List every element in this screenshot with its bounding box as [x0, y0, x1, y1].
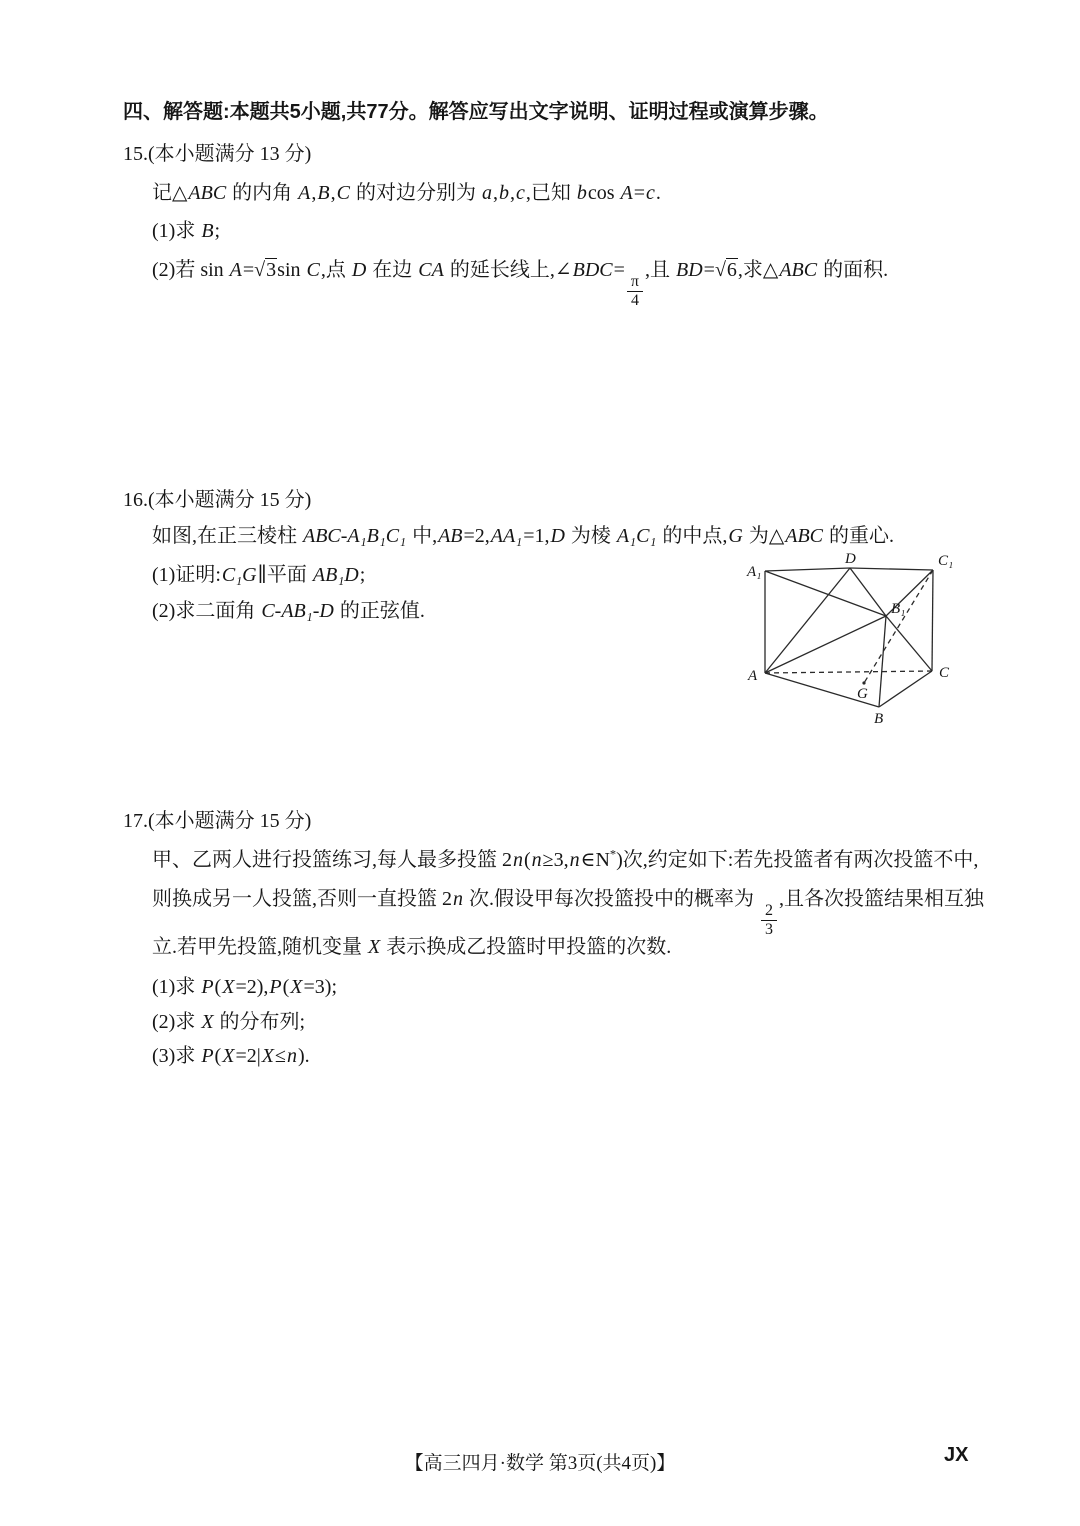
vertex-label-b: B [874, 711, 884, 727]
vertex-label-a1: A₁ [747, 564, 762, 580]
q17-part3: (3)求 P(X=2|X≤n). [152, 1045, 310, 1067]
vertex-label-d: D [845, 551, 856, 567]
q16-intro: 如图,在正三棱柱 ABC-A₁B₁C₁ 中,AB=2,AA₁=1,D 为棱 A₁C₁ 的中点,G 为△ABC 的重心. [152, 525, 895, 547]
q16-part2: (2)求二面角 C-AB₁-D 的正弦值. [152, 600, 425, 622]
page-footer [0, 1448, 1080, 1475]
prism-figure [745, 551, 965, 737]
q16-part1: (1)证明:C₁G∥平面 AB₁D; [152, 564, 366, 586]
q15-part2: (2)若 sin A=√3sin C,点 D 在边 CA 的延长线上,∠BDC= $\frac{\pi}{4}$ ,且 BD=√6,求△ABC 的面积. [152, 259, 889, 309]
footer-code: JX [944, 1444, 969, 1466]
vertex-label-b1: B₁ [891, 601, 906, 617]
footer-text: 【高三四月·数学 第3页(共4页)】 [404, 1453, 676, 1474]
q17-intro-line2: 则换成另一人投篮,否则一直投篮 2n 次.假设甲每次投篮投中的概率为 $\frac{2}{3}$ ,且各次投篮结果相互独 [152, 888, 984, 938]
q15-header: 15.(本小题满分 13 分) [123, 143, 312, 165]
section-header: 四、解答题:本题共5小题,共77分。解答应写出文字说明、证明过程或演算步骤。 [123, 101, 829, 123]
vertex-label-g: G [857, 686, 868, 702]
q17-part2: (2)求 X 的分布列; [152, 1011, 306, 1033]
q17-intro-line3: 立.若甲先投篮,随机变量 X 表示换成乙投篮时甲投篮的次数. [152, 936, 672, 958]
vertex-label-a: A [748, 668, 758, 684]
q17-header: 17.(本小题满分 15 分) [123, 810, 312, 832]
vertex-label-c1: C₁ [938, 553, 954, 569]
prism-svg [745, 551, 965, 731]
q15-intro: 记△ABC 的内角 A,B,C 的对边分别为 a,b,c,已知 bcos A=c. [152, 182, 661, 204]
q17-intro-line1: 甲、乙两人进行投篮练习,每人最多投篮 2n(n≥3,n∈N*)次,约定如下:若先投篮者有两次投篮不中, [152, 847, 979, 871]
q16-header: 16.(本小题满分 15 分) [123, 489, 312, 511]
q17-part1: (1)求 P(X=2),P(X=3); [152, 976, 337, 998]
q15-part1: (1)求 B; [152, 220, 221, 242]
vertex-label-c: C [939, 665, 950, 681]
